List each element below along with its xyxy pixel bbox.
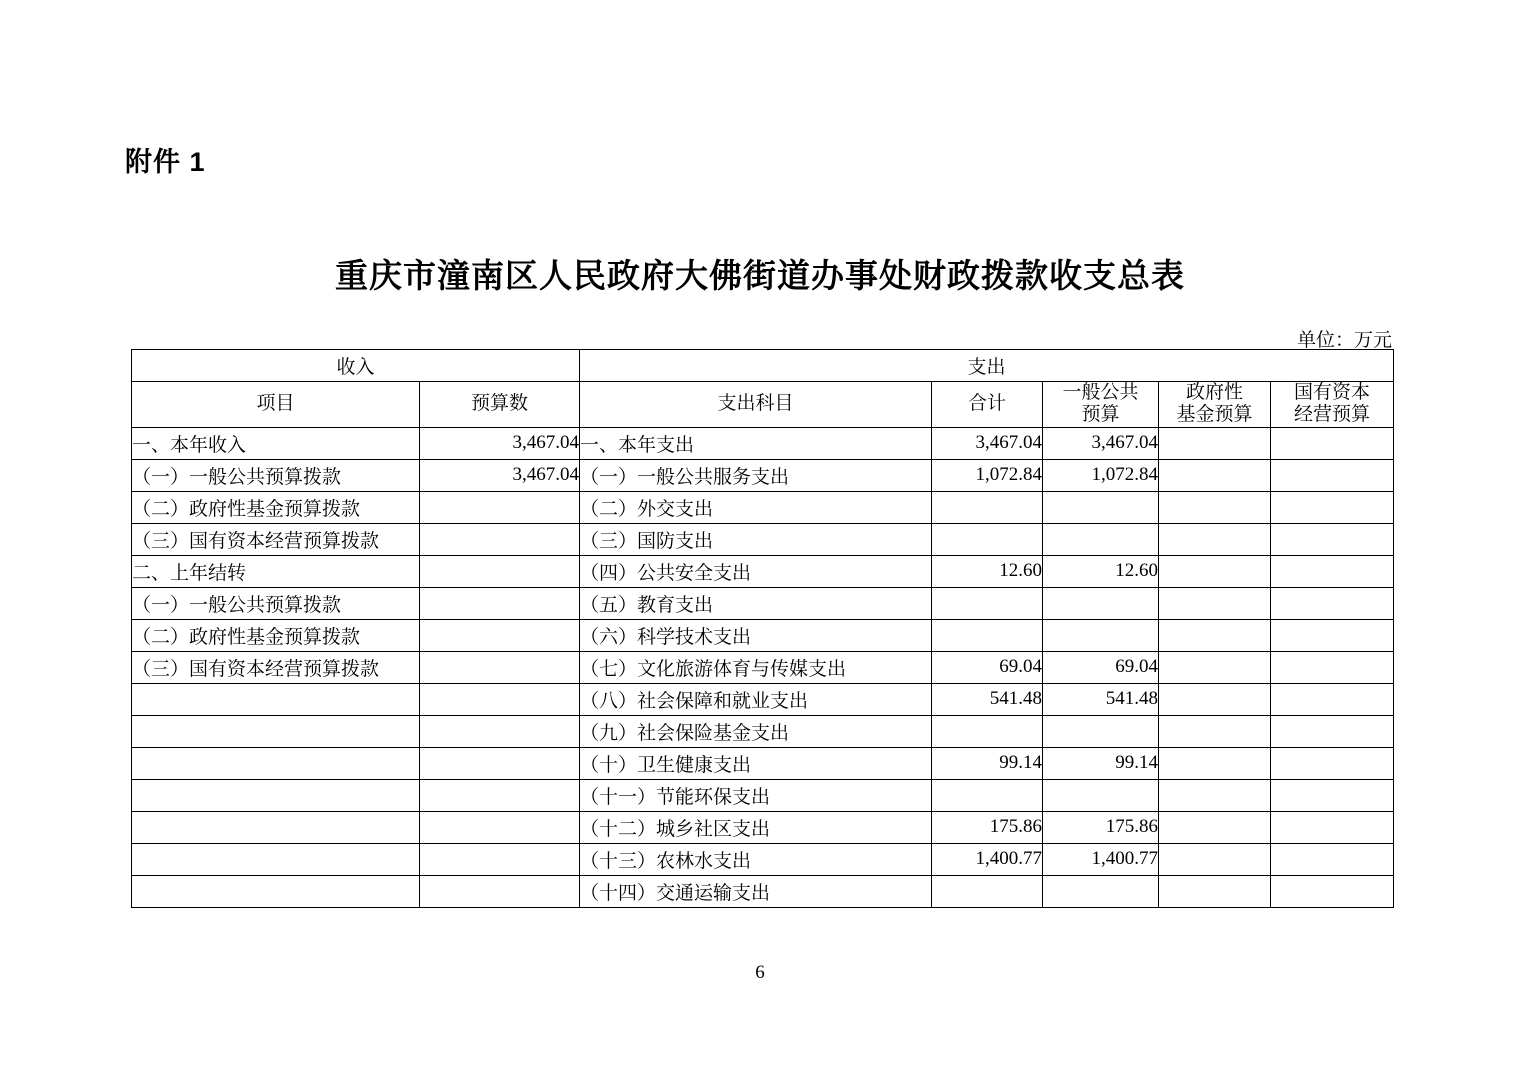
column-header-expenditure-subject: 支出科目: [580, 382, 932, 428]
table-row: [132, 459, 1394, 491]
column-header-general-public-budget-line1: 一般公共: [1062, 382, 1139, 403]
table-row: [132, 555, 1394, 587]
column-header-total: 合计: [932, 382, 1043, 428]
cell-government-fund-budget: [1159, 715, 1271, 747]
cell-expenditure-item: （五）教育支出: [580, 587, 932, 619]
cell-government-fund-budget: [1159, 619, 1271, 651]
cell-general-public-budget: 99.14: [1043, 747, 1159, 779]
cell-total: 541.48: [932, 683, 1043, 715]
cell-government-fund-budget: [1159, 651, 1271, 683]
cell-total: 175.86: [932, 811, 1043, 843]
cell-expenditure-item: （十）卫生健康支出: [580, 747, 932, 779]
cell-income-amount: [420, 779, 580, 811]
cell-total: 69.04: [932, 651, 1043, 683]
cell-income-item: （一）一般公共预算拨款: [132, 587, 420, 619]
cell-income-item: （二）政府性基金预算拨款: [132, 619, 420, 651]
cell-general-public-budget: [1043, 587, 1159, 619]
cell-total: 1,400.77: [932, 843, 1043, 875]
cell-expenditure-item: （十三）农林水支出: [580, 843, 932, 875]
cell-state-capital-budget: [1271, 555, 1394, 587]
cell-government-fund-budget: [1159, 683, 1271, 715]
cell-income-amount: [420, 555, 580, 587]
cell-state-capital-budget: [1271, 427, 1394, 459]
cell-general-public-budget: [1043, 875, 1159, 907]
cell-income-item: [132, 875, 420, 907]
cell-total: 12.60: [932, 555, 1043, 587]
cell-income-item: [132, 811, 420, 843]
cell-government-fund-budget: [1159, 427, 1271, 459]
cell-income-amount: [420, 683, 580, 715]
cell-state-capital-budget: [1271, 491, 1394, 523]
cell-income-amount: [420, 523, 580, 555]
table-row: [132, 779, 1394, 811]
cell-general-public-budget: 1,072.84: [1043, 459, 1159, 491]
column-header-government-fund-budget: [1159, 382, 1271, 428]
group-header-expenditure: 支出: [580, 350, 1394, 382]
cell-income-item: [132, 683, 420, 715]
cell-expenditure-item: （三）国防支出: [580, 523, 932, 555]
cell-general-public-budget: 175.86: [1043, 811, 1159, 843]
cell-total: [932, 875, 1043, 907]
cell-expenditure-item: （十四）交通运输支出: [580, 875, 932, 907]
cell-expenditure-item: （十二）城乡社区支出: [580, 811, 932, 843]
cell-income-item: 二、上年结转: [132, 555, 420, 587]
cell-income-amount: [420, 491, 580, 523]
cell-government-fund-budget: [1159, 491, 1271, 523]
table-row: [132, 523, 1394, 555]
budget-table: [131, 349, 1394, 908]
cell-expenditure-item: （四）公共安全支出: [580, 555, 932, 587]
cell-income-amount: [420, 747, 580, 779]
cell-state-capital-budget: [1271, 811, 1394, 843]
column-header-state-capital-budget-line1: 国有资本: [1294, 382, 1371, 403]
cell-general-public-budget: [1043, 779, 1159, 811]
cell-state-capital-budget: [1271, 875, 1394, 907]
cell-total: 99.14: [932, 747, 1043, 779]
cell-income-amount: 3,467.04: [420, 427, 580, 459]
cell-total: [932, 779, 1043, 811]
cell-income-amount: [420, 811, 580, 843]
cell-state-capital-budget: [1271, 843, 1394, 875]
cell-income-item: [132, 779, 420, 811]
unit-note: 单位：万元: [1296, 330, 1392, 351]
table-row: [132, 843, 1394, 875]
table-column-header-row: [132, 382, 1394, 428]
table-header: [132, 350, 1394, 428]
cell-income-amount: [420, 651, 580, 683]
cell-expenditure-item: （十一）节能环保支出: [580, 779, 932, 811]
cell-government-fund-budget: [1159, 747, 1271, 779]
cell-government-fund-budget: [1159, 875, 1271, 907]
column-header-state-capital-budget: [1271, 382, 1394, 428]
column-header-item: 项目: [132, 382, 420, 428]
table-row: [132, 491, 1394, 523]
table-row: [132, 683, 1394, 715]
cell-general-public-budget: [1043, 523, 1159, 555]
cell-income-item: 一、本年收入: [132, 427, 420, 459]
cell-general-public-budget: 3,467.04: [1043, 427, 1159, 459]
page-number: 6: [755, 962, 765, 983]
cell-general-public-budget: 1,400.77: [1043, 843, 1159, 875]
cell-expenditure-item: （八）社会保障和就业支出: [580, 683, 932, 715]
table-row: [132, 747, 1394, 779]
table-row: [132, 587, 1394, 619]
cell-total: 3,467.04: [932, 427, 1043, 459]
cell-income-item: （三）国有资本经营预算拨款: [132, 651, 420, 683]
cell-government-fund-budget: [1159, 523, 1271, 555]
group-header-income: 收入: [132, 350, 580, 382]
cell-general-public-budget: 69.04: [1043, 651, 1159, 683]
cell-income-item: （三）国有资本经营预算拨款: [132, 523, 420, 555]
cell-total: [932, 715, 1043, 747]
cell-government-fund-budget: [1159, 587, 1271, 619]
cell-income-amount: [420, 619, 580, 651]
cell-general-public-budget: [1043, 715, 1159, 747]
cell-expenditure-item: （二）外交支出: [580, 491, 932, 523]
cell-total: 1,072.84: [932, 459, 1043, 491]
cell-government-fund-budget: [1159, 843, 1271, 875]
column-header-government-fund-budget-line1: 政府性: [1186, 382, 1244, 403]
cell-government-fund-budget: [1159, 459, 1271, 491]
column-header-state-capital-budget-line2: 经营预算: [1294, 404, 1371, 426]
cell-state-capital-budget: [1271, 587, 1394, 619]
cell-general-public-budget: 12.60: [1043, 555, 1159, 587]
table-row: [132, 427, 1394, 459]
cell-total: [932, 523, 1043, 555]
cell-expenditure-item: （七）文化旅游体育与传媒支出: [580, 651, 932, 683]
cell-expenditure-item: （六）科学技术支出: [580, 619, 932, 651]
cell-income-item: [132, 843, 420, 875]
column-header-general-public-budget-line2: 预算: [1081, 404, 1120, 426]
cell-total: [932, 619, 1043, 651]
cell-government-fund-budget: [1159, 779, 1271, 811]
table-row: [132, 619, 1394, 651]
table-group-header-row: [132, 350, 1394, 382]
cell-state-capital-budget: [1271, 715, 1394, 747]
cell-expenditure-item: 一、本年支出: [580, 427, 932, 459]
cell-income-amount: 3,467.04: [420, 459, 580, 491]
cell-state-capital-budget: [1271, 683, 1394, 715]
column-header-general-public-budget: [1043, 382, 1159, 428]
cell-government-fund-budget: [1159, 555, 1271, 587]
attachment-label: 附件 1: [125, 147, 206, 177]
page-title: 重庆市潼南区人民政府大佛街道办事处财政拨款收支总表: [335, 257, 1185, 294]
cell-income-amount: [420, 587, 580, 619]
cell-general-public-budget: [1043, 491, 1159, 523]
cell-state-capital-budget: [1271, 747, 1394, 779]
cell-general-public-budget: [1043, 619, 1159, 651]
table-row: [132, 715, 1394, 747]
table-row: [132, 875, 1394, 907]
cell-expenditure-item: （一）一般公共服务支出: [580, 459, 932, 491]
table-row: [132, 651, 1394, 683]
cell-expenditure-item: （九）社会保险基金支出: [580, 715, 932, 747]
cell-state-capital-budget: [1271, 459, 1394, 491]
cell-income-item: [132, 747, 420, 779]
cell-general-public-budget: 541.48: [1043, 683, 1159, 715]
cell-state-capital-budget: [1271, 523, 1394, 555]
cell-state-capital-budget: [1271, 619, 1394, 651]
cell-government-fund-budget: [1159, 811, 1271, 843]
table-body: [132, 427, 1394, 907]
cell-income-item: [132, 715, 420, 747]
column-header-government-fund-budget-line2: 基金预算: [1176, 404, 1253, 426]
cell-total: [932, 587, 1043, 619]
cell-state-capital-budget: [1271, 651, 1394, 683]
cell-state-capital-budget: [1271, 779, 1394, 811]
cell-income-item: （一）一般公共预算拨款: [132, 459, 420, 491]
cell-income-amount: [420, 715, 580, 747]
column-header-budget-amount: 预算数: [420, 382, 580, 428]
table-row: [132, 811, 1394, 843]
cell-total: [932, 491, 1043, 523]
cell-income-amount: [420, 875, 580, 907]
cell-income-item: （二）政府性基金预算拨款: [132, 491, 420, 523]
cell-income-amount: [420, 843, 580, 875]
